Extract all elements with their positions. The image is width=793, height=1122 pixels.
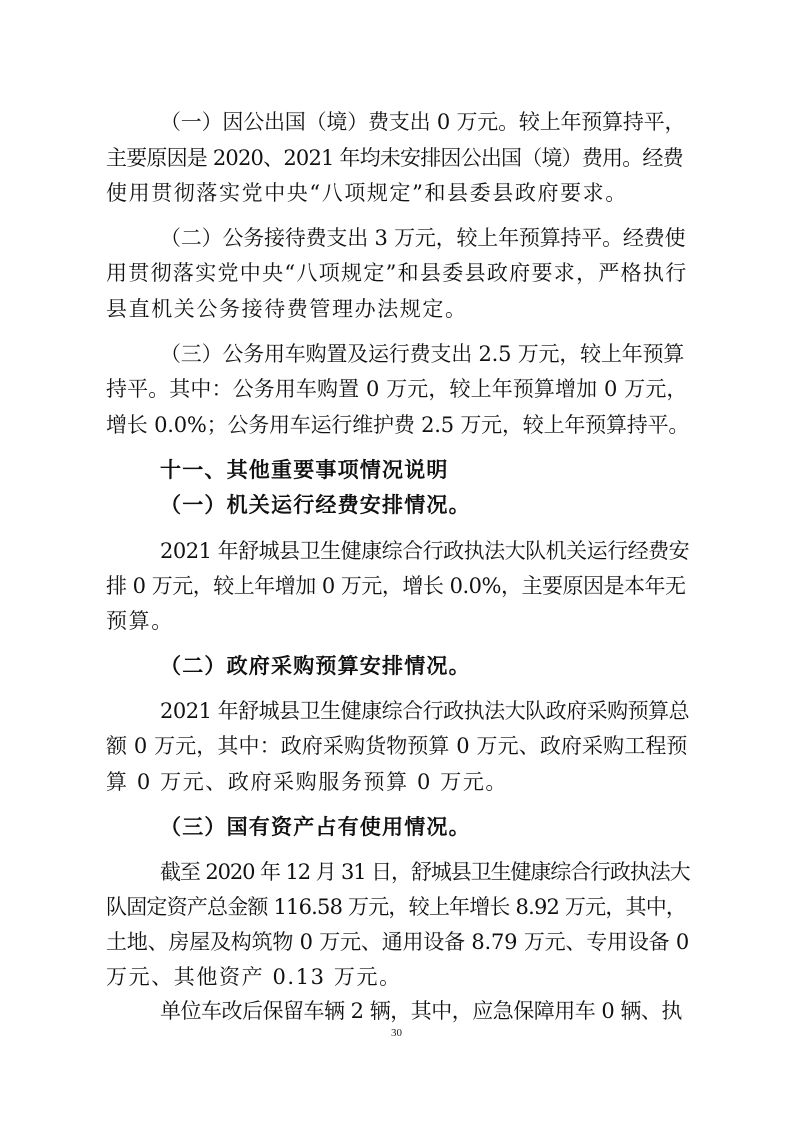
paragraph-line: 2021 年舒城县卫生健康综合行政执法大队机关运行经费安 xyxy=(160,539,690,563)
paragraph-line: 截至 2020 年 12 月 31 日，舒城县卫生健康综合行政执法大 xyxy=(160,860,690,884)
paragraph-line: （一）因公出国（境）费支出 0 万元。较上年预算持平， xyxy=(160,110,686,134)
paragraph-line: 土地、房屋及构筑物 0 万元、通用设备 8.79 万元、专用设备 0 xyxy=(106,930,690,954)
paragraph-line: 队固定资产总金额 116.58 万元，较上年增长 8.92 万元，其中， xyxy=(106,895,687,919)
paragraph-line: 增长 0.0%；公务用车运行维护费 2.5 万元，较上年预算持平。 xyxy=(106,413,690,437)
subsection-heading: （三）国有资产占有使用情况。 xyxy=(160,815,471,839)
paragraph-line: （二）公务接待费支出 3 万元，较上年预算持平。经费使 xyxy=(160,226,686,250)
paragraph-line: 预算。 xyxy=(106,609,174,633)
paragraph-line: 用贯彻落实党中央“八项规定”和县委县政府要求，严格执行 xyxy=(106,261,688,285)
paragraph-line: 2021 年舒城县卫生健康综合行政执法大队政府采购预算总 xyxy=(160,699,690,723)
paragraph-line: 单位车改后保留车辆 2 辆，其中，应急保障用车 0 辆、执 xyxy=(160,999,682,1023)
paragraph-line: 县直机关公务接待费管理办法规定。 xyxy=(106,297,468,321)
paragraph-line: 算 0 万元、政府采购服务预算 0 万元。 xyxy=(106,770,509,794)
subsection-heading: （二）政府采购预算安排情况。 xyxy=(160,654,471,678)
subsection-heading: （一）机关运行经费安排情况。 xyxy=(160,493,471,517)
paragraph-line: 额 0 万元，其中：政府采购货物预算 0 万元、政府采购工程预 xyxy=(106,734,688,758)
section-heading: 十一、其他重要事项情况说明 xyxy=(160,458,449,482)
paragraph-line: 排 0 万元，较上年增加 0 万元，增长 0.0%，主要原因是本年无 xyxy=(106,574,686,598)
paragraph-line: （三）公务用车购置及运行费支出 2.5 万元，较上年预算 xyxy=(160,342,685,366)
paragraph-line: 使用贯彻落实党中央“八项规定”和县委县政府要求。 xyxy=(106,181,628,205)
paragraph-line: 持平。其中：公务用车购置 0 万元，较上年预算增加 0 万元， xyxy=(106,377,688,401)
paragraph-line: 主要原因是 2020、2021 年均未安排因公出国（境）费用。经费 xyxy=(106,146,683,170)
paragraph-line: 万元、其他资产 0.13 万元。 xyxy=(106,965,402,989)
page-number: 30 xyxy=(391,1027,402,1039)
